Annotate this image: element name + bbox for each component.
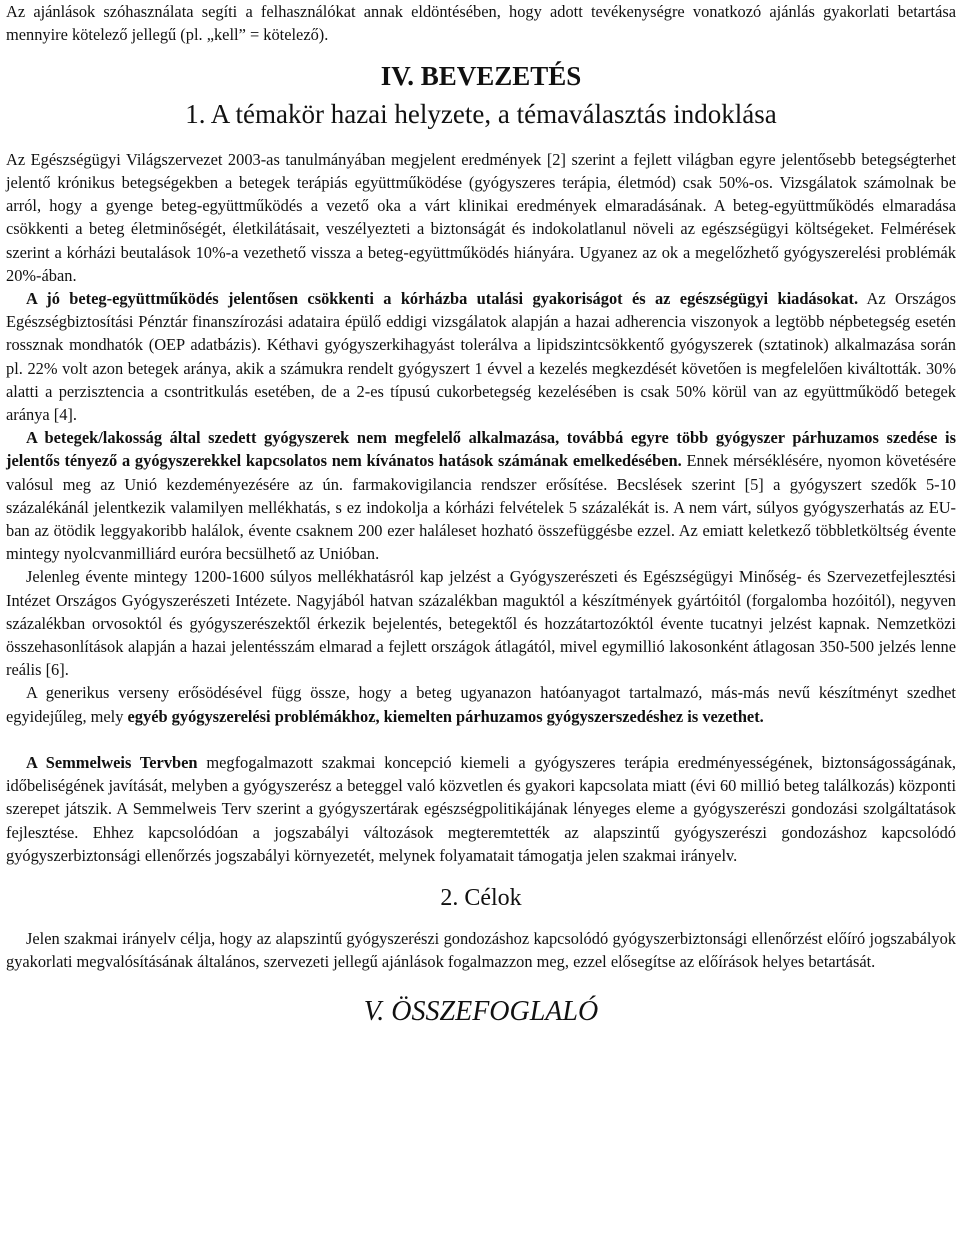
paragraph-adherence-emphasis: A jó beteg-együttműködés jelentősen csökkenti a kórházba utalási gyakoriságot és az egészségügyi kiadásokat. bbox=[26, 289, 859, 309]
paragraph-semmelweis-plan-text: megfogalmazott szakmai koncepció kiemeli a gyógyszeres terápia eredményességének, biztonságosságának, időbeliségének javítását, melyben a gyógyszerész a beteggel való közvetlen és gyakori kapcsolata miatt (évi 60 millió beteg találkozás) központi szerepet játszik. A Semmelweis Terv szerint a gyógyszertárak egészségpolitikájának lényeges eleme a gyógyszerészi gondozási szolgáltatások fejlesztése. Ehhez kapcsolódóan a jogszabályi változások megteremtették az alapszintű gyógyszerészi gondozáshoz kapcsolódó gyógyszerbiztonsági ellenőrzés jogszabályi környezetét, melynek folyamatait támogatja jelen szakmai irányelv. bbox=[6, 752, 956, 865]
paragraph-semmelweis-plan bbox=[6, 751, 956, 867]
intro-paragraph: Az ajánlások szóhasználata segíti a felhasználókat annak eldöntésében, hogy adott tevékenységre vonatkozó ajánlás gyakorlati betartása mennyire kötelező jellegű (pl. „kell” = kötelező). bbox=[6, 2, 956, 45]
paragraph-generic-competition-text: A generikus verseny erősödésével függ össze, hogy a beteg ugyanazon hatóanyagot tartalmazó, más-más nevű készítményt szedhet egyidejűleg, mely bbox=[6, 683, 956, 726]
document-page bbox=[6, 0, 956, 1027]
section-heading-bevezetes: IV. BEVEZETÉS bbox=[380, 61, 582, 92]
paragraph-medication-use bbox=[6, 426, 956, 565]
paragraph-generic-competition bbox=[6, 681, 956, 727]
paragraph-adherence-text: Az Országos Egészségbiztosítási Pénztár finanszírozási adataira épülő eddigi vizsgálatok alapján a hazai adherencia viszonyok a legtöbb népbetegség esetén rossznak mondhatók (OEP adatbázis). Kéthavi gyógyszerkihagyást tolerálva a lipidszintcsökkentő gyógyszerek (sztatinok) alkalmazása során pl. 22% volt azon betegek aránya, akik a számukra rendelt gyógyszert 1 évvel a kezelés megkezdését követően is megfelelően kiváltották. 30% alatti a perzisztencia a csontritkulás esetében, de a 2-es típusú cukorbetegség kezelésében is csak 50% körül van az együttműködő betegek aránya [4]. bbox=[6, 289, 956, 425]
paragraph-generic-competition-emphasis: egyéb gyógyszerelési problémákhoz, kiemelten párhuzamos gyógyszerszedéshez is vezethet. bbox=[127, 706, 764, 726]
paragraph-goals: Jelen szakmai irányelv célja, hogy az alapszintű gyógyszerészi gondozáshoz kapcsolódó gyógyszerbiztonsági ellenőrzést előíró jogszabályok gyakorlati megvalósításának általános, szervezeti jellegű ajánlások fogalmazzon meg, ezzel elősegítse az előírások helyes betartását. bbox=[6, 929, 956, 972]
subsection-heading-temakor: 1. A témakör hazai helyzete, a témaválasztás indoklása bbox=[185, 98, 777, 129]
paragraph-side-effect-reports: Jelenleg évente mintegy 1200-1600 súlyos mellékhatásról kap jelzést a Gyógyszerészeti és Egészségügyi Minőség- és Szervezetfejlesztési Intézet Országos Gyógyszerészeti Intézete. Nagyjából hatvan százalékban maguktól a készítmények gyártóitól (forgalomba hozóitól), negyven százalékban orvosoktól és gyógyszerészektől érkezik bejelentés, betegektől és hozzátartozóktól évente tucatnyi jelzést kapnak. Nemzetközi összehasonlítások alapján a hazai jelentésszám elmarad a fejlett országok átlagától, mivel egymillió lakosonként átlagosan 350-500 jelzés lenne reális [6]. bbox=[6, 567, 956, 680]
subsection-heading-celok: 2. Célok bbox=[440, 884, 522, 911]
paragraph-adherence bbox=[6, 287, 956, 426]
paragraph-who-study: Az Egészségügyi Világszervezet 2003-as tanulmányában megjelent eredmények [2] szerint a fejlett világban egyre jelentősebb betegségterhet jelentő krónikus betegségekben a betegek terápiás együttműködése (gyógyszeres terápia, életmód) csak 50%-os. Vizsgálatok számolnak be arról, hogy a gyenge beteg-együttműködés a vezető oka a várt klinikai eredmények elmaradásának. A beteg-együttműködés elmaradása csökkenti a beteg életminőségét, életkilátásait, veszélyezteti a biztonságát és indokolatlanul növeli az egészségügyi költségeket. Felmérések szerint a kórházi beutalások 10%-a vezethető vissza a beteg-együttműködés hiányára. Ugyanez az ok a megelőzhető gyógyszerelési problémák 20%-ában. bbox=[6, 149, 956, 285]
paragraph-medication-use-text: Ennek mérséklésére, nyomon követésére valósul meg az Unió kezdeményezésére az ún. farmakovigilancia rendszer erősítése. Becslések szerint [5] a gyógyszert szedők 5-10 százalékánál jelentkezik valamilyen mellékhatás, s ez indokolja a kórházi felvételek 5 százalékát is. A nem várt, súlyos gyógyszerhatás az EU-ban az ötödik leggyakoribb halálok, évente csaknem 200 ezer haláleset hozható összefüggésbe ezzel. Az emiatt keletkező többletköltség évente mintegy nyolcvanmilliárd euróra becsülhető az Unióban. bbox=[6, 451, 956, 564]
paragraph-semmelweis-plan-emphasis: A Semmelweis Tervben bbox=[26, 752, 198, 772]
section-heading-osszefoglalo: V. ÖSSZEFOGLALÓ bbox=[363, 995, 599, 1027]
paragraph-medication-use-emphasis: A betegek/lakosság által szedett gyógyszerek nem megfelelő alkalmazása, továbbá egyre több gyógyszer párhuzamos szedése is jelentős tényező a gyógyszerekkel kapcsolatos nem kívánatos hatások számának emelkedésében. bbox=[6, 428, 956, 471]
